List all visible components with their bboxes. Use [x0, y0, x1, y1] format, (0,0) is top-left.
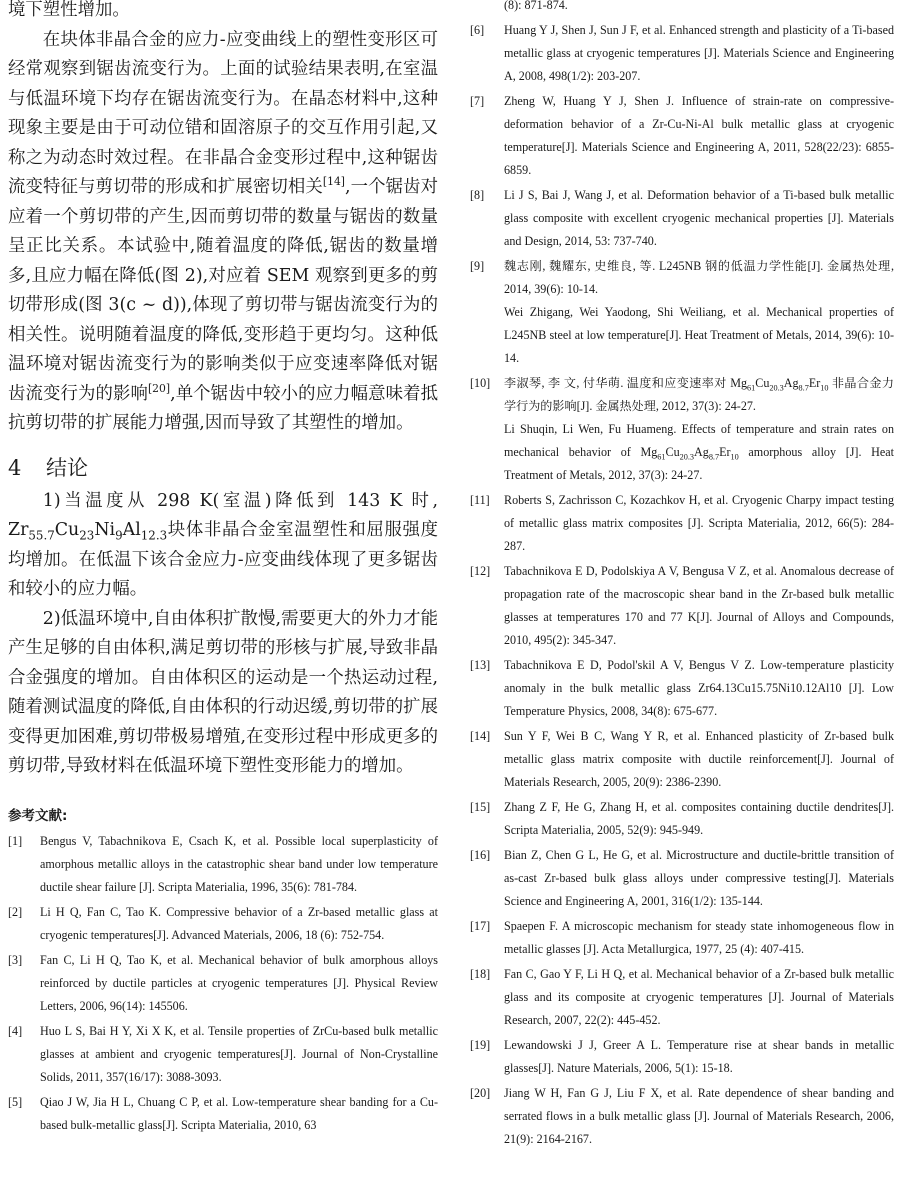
right-column [470, 0, 894, 1153]
section-heading-conclusion [8, 451, 438, 485]
section-number: 4 [8, 455, 22, 480]
alloy-formula: $Zr_{55.7}Cu_{23}Ni_9Al_{12.3}$ [8, 520, 168, 543]
reference-item: [3] Fan C, Li H Q, Tao K, et al. Mechanical behavior of bulk amorphous alloys reinforced by ductile particles at cryogenic temperatures [J]. Physical Review Letters, 2006, 96(14): 145506. [8, 952, 438, 1013]
reference-item: [18] Fan C, Gao Y F, Li H Q, et al. Mechanical behavior of a Zr-based bulk metallic glass and its composite at cryogenic temperatures [J]. Journal of Materials Research, 2007, 22(2): 445-452. [470, 967, 894, 1027]
reference-item: [10] 李淑琴, 李 文, 付华萌. 温度和应变速率对 $Mg_{61}Cu_{20.3}Ag_{8.7}Er_{10}$ 非晶合金力学行为的影响[J]. 金属热处理, 2012, 37(3): 24-27. Li Shuqin, Li Wen, Fu Huameng. Effects of temperature and strain rates on mechanical behavior of $Mg_{61}Cu_{20.3}Ag_{8.7}Er_{10}$ amorphous alloy [J]. Heat Treatment of Metals, 2012, 37(3): 24-27. [470, 376, 894, 482]
reference-item: [8] Li J S, Bai J, Wang J, et al. Deformation behavior of a Ti-based bulk metallic glass composite with excellent cryogenic mechanical properties [J]. Materials and Design, 2014, 53: 737-740. [470, 188, 894, 248]
citation-14: [14] [322, 175, 345, 189]
reference-item: [14] Sun Y F, Wei B C, Wang Y R, et al. Enhanced plasticity of Zr-based bulk metallic glass matrix composite with ductile reinforcement[J]. Journal of Materials Research, 2005, 20(9): 2386-2390. [470, 729, 894, 789]
reference-list-left [8, 830, 438, 1137]
reference-item: [9] 魏志刚, 魏耀东, 史维良, 等. L245NB 钢的低温力学性能[J]. 金属热处理, 2014, 39(6): 10-14. Wei Zhigang, Wei Yaodong, Shi Weiliang, et al. Mechanical properties of L245NB steel at low temperature[J]. Heat Treatment of Metals, 2014, 39(6): 10-14. [470, 259, 894, 365]
discussion-paragraph: 在块体非晶合金的应力-应变曲线上的塑性变形区可经常观察到锯齿流变行为。上面的试验结果表明,在室温与低温环境下均存在锯齿流变行为。在晶态材料中,这种现象主要是由于可动位错和固溶原子的交互作用引起,又称之为动态时效过程。在非晶合金变形过程中,这种锯齿流变特征与剪切带的形成和扩展密切相关[14],一个锯齿对应着一个剪切带的产生,因而剪切带的数量与锯齿的数量呈正比关系。本试验中,随着温度的降低,锯齿的数量增多,且应力幅在降低(图 2),对应着 SEM 观察到更多的剪切带形成(图 3(c ~ d)),体现了剪切带与锯齿流变行为的相关性。说明随着温度的降低,变形趋于更均匀。这种低温环境对锯齿流变行为的影响类似于应变速率降低对锯齿流变行为的影响[20],单个锯齿中较小的应力幅意味着抵抗剪切带的扩展能力增强,因而导致了其塑性的增加。 [8, 29, 438, 433]
reference-item: [15] Zhang Z F, He G, Zhang H, et al. composites containing ductile dendrites[J]. Scripta Materialia, 2005, 52(9): 945-949. [470, 800, 894, 837]
citation-20: [20] [147, 381, 171, 395]
references-heading: 参考文献: [8, 807, 68, 824]
reference-item: [6] Huang Y J, Shen J, Sun J F, et al. Enhanced strength and plasticity of a Ti-based metallic glass at cryogenic temperatures [J]. Materials Science and Engineering A, 2008, 498(1/2): 203-207. [470, 23, 894, 83]
conclusion-1: 1)当温度从 298 K(室温)降低到 143 K 时, $Zr_{55.7}Cu_{23}Ni_9Al_{12.3}$块体非晶合金室温塑性和屈服强度均增加。在低温下该合金应力-应变曲线体现了更多锯齿和较小的应力幅。 [8, 490, 438, 599]
reference-item: [5] Qiao J W, Jia H L, Chuang C P, et al. Low-temperature shear banding for a Cu-based bulk-metallic glass[J]. Scripta Materialia, 2010, 63 [8, 1094, 438, 1132]
reference-continuation: (8): 871-874. [504, 0, 568, 12]
reference-item: [4] Huo L S, Bai H Y, Xi X K, et al. Tensile properties of ZrCu-based bulk metallic glasses at ambient and cryogenic temperatures[J]. Journal of Non-Crystalline Solids, 2011, 357(16/17): 3088-3093. [8, 1023, 438, 1084]
reference-item: [1] Bengus V, Tabachnikova E, Csach K, et al. Possible local superplasticity of amorphous metallic alloys in the catastrophic shear band under low temperature ductile shear failure [J]. Scripta Materialia, 1996, 35(6): 781-784. [8, 833, 438, 894]
section-title: 结论 [46, 455, 88, 480]
conclusion-2: 2)低温环境中,自由体积扩散慢,需要更大的外力才能产生足够的自由体积,满足剪切带的形核与扩展,导致非晶合金强度的增加。自由体积区的运动是一个热运动过程,随着测试温度的降低,自由体积的行动迟缓,剪切带的扩展变得更加困难,剪切带极易增殖,在变形过程中形成更多的剪切带,导致材料在低温环境下塑性变形能力的增加。 [8, 608, 438, 776]
intro-tail: 境下塑性增加。 [8, 0, 130, 20]
reference-item: [20] Jiang W H, Fan G J, Liu F X, et al. Rate dependence of shear banding and serrated flows in a bulk metallic glass [J]. Journal of Materials Research, 2006, 21(9): 2164-2167. [470, 1086, 894, 1146]
left-column [8, 0, 438, 1139]
reference-item: [17] Spaepen F. A microscopic mechanism for steady state inhomogeneous flow in metallic glasses [J]. Acta Metallurgica, 1977, 25 (4): 407-415. [470, 919, 894, 956]
reference-item: [7] Zheng W, Huang Y J, Shen J. Influence of strain-rate on compressive-deformation behavior of a Zr-Cu-Ni-Al bulk metallic glass at cryogenic temperature[J]. Materials Science and Engineering A, 2011, 528(22/23): 6855-6859. [470, 94, 894, 177]
reference-item: [12] Tabachnikova E D, Podolskiya A V, Bengusa V Z, et al. Anomalous decrease of propagation rate of the macroscopic shear band in the Zr-based bulk metallic glasses at temperatures 170 and 77 K[J]. Journal of Alloys and Compounds, 2010, 495(2): 345-347. [470, 564, 894, 647]
reference-item: [13] Tabachnikova E D, Podol'skil A V, Bengus V Z. Low-temperature plasticity anomaly in the bulk metallic glass Zr64.13Cu15.75Ni10.12Al10 [J]. Low Temperature Physics, 2008, 34(8): 675-677. [470, 658, 894, 718]
reference-item: [19] Lewandowski J J, Greer A L. Temperature rise at shear bands in metallic glasses[J]. Nature Materials, 2006, 5(1): 15-18. [470, 1038, 894, 1075]
reference-item: [16] Bian Z, Chen G L, He G, et al. Microstructure and ductile-brittle transition of as-cast Zr-based bulk glass alloys under compressive testing[J]. Materials Science and Engineering A, 2001, 316(1/2): 135-144. [470, 848, 894, 908]
reference-item: [2] Li H Q, Fan C, Tao K. Compressive behavior of a Zr-based metallic glass at cryogenic temperatures[J]. Advanced Materials, 2006, 18 (6): 752-754. [8, 904, 438, 942]
reference-item: [11] Roberts S, Zachrisson C, Kozachkov H, et al. Cryogenic Charpy impact testing of metallic glass matrix composites [J]. Scripta Materialia, 2012, 66(5): 284-287. [470, 493, 894, 553]
